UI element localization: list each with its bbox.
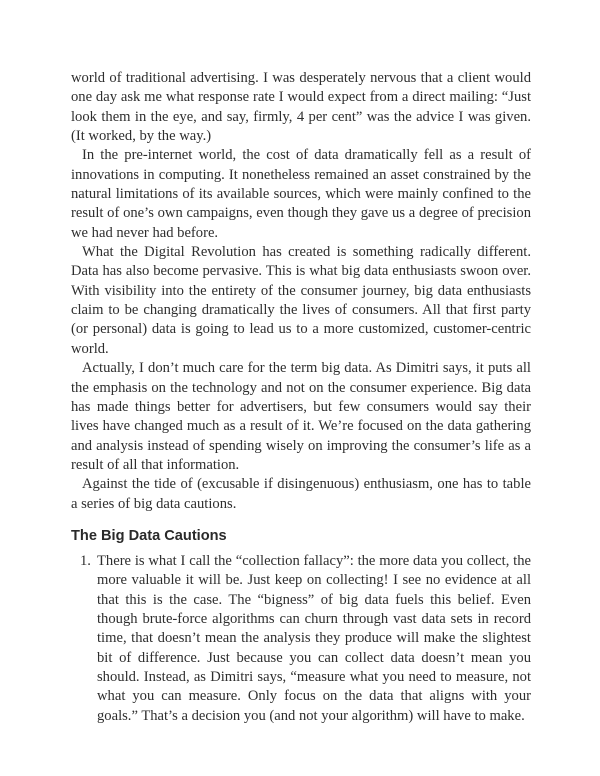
section-heading: The Big Data Cautions — [71, 527, 227, 544]
paragraph: Actually, I don’t much care for the term big data. As Dimitri says, it puts all the emphasis on the technology and not on the consumer experience. Big data has made things better for advertisers, but few consumers would say their lives have changed much as a result of it. We’re focused on the data gathering and analysis instead of spending wisely on improving the consumer’s life as a result of all that information. — [71, 360, 531, 473]
book-page — [71, 69, 531, 726]
list-item-number: 1. — [80, 552, 91, 569]
list-item — [71, 552, 531, 726]
paragraph-continued: world of traditional advertising. I was desperately nervous that a client would one day ask me what response rate I would expect from a direct mailing: “Just look them in the eye, and say, firmly, 4 per cent” was the advice I was given. (It worked, by the way.) — [71, 70, 531, 145]
list-item-text: There is what I call the “collection fallacy”: the more data you collect, the more valuable it will be. Just keep on collecting! I see no evidence at all that this is the case. The “bigness” of big data fuels this belief. Even though brute-force algorithms can churn through vast data sets in record time, that doesn’t mean the analysis they produce will make the slightest bit of difference. Just because you can collect data doesn’t mean you should. Instead, as Dimitri says, “measure what you need to measure, not what you can measure. Only focus on the data that aligns with your goals.” That’s a decision you (and not your algorithm) will have to make. — [97, 552, 531, 724]
paragraph: What the Digital Revolution has created is something radically different. Data has also become pervasive. This is what big data enthusiasts swoon over. With visibility into the entirety of the consumer journey, big data enthusiasts claim to be changing dramatically the lives of consumers. All that first party (or personal) data is going to lead us to a more customized, customer-centric world. — [71, 244, 531, 357]
cautions-list — [71, 552, 531, 726]
paragraph: In the pre-internet world, the cost of data dramatically fell as a result of innovations in computing. It nonetheless remained an asset constrained by the natural limitations of its available sources, which were mainly confined to the result of one’s own campaigns, even though they gave us a degree of precision we had never had before. — [71, 147, 531, 241]
paragraph: Against the tide of (excusable if disingenuous) enthusiasm, one has to table a series of big data cautions. — [71, 476, 531, 512]
